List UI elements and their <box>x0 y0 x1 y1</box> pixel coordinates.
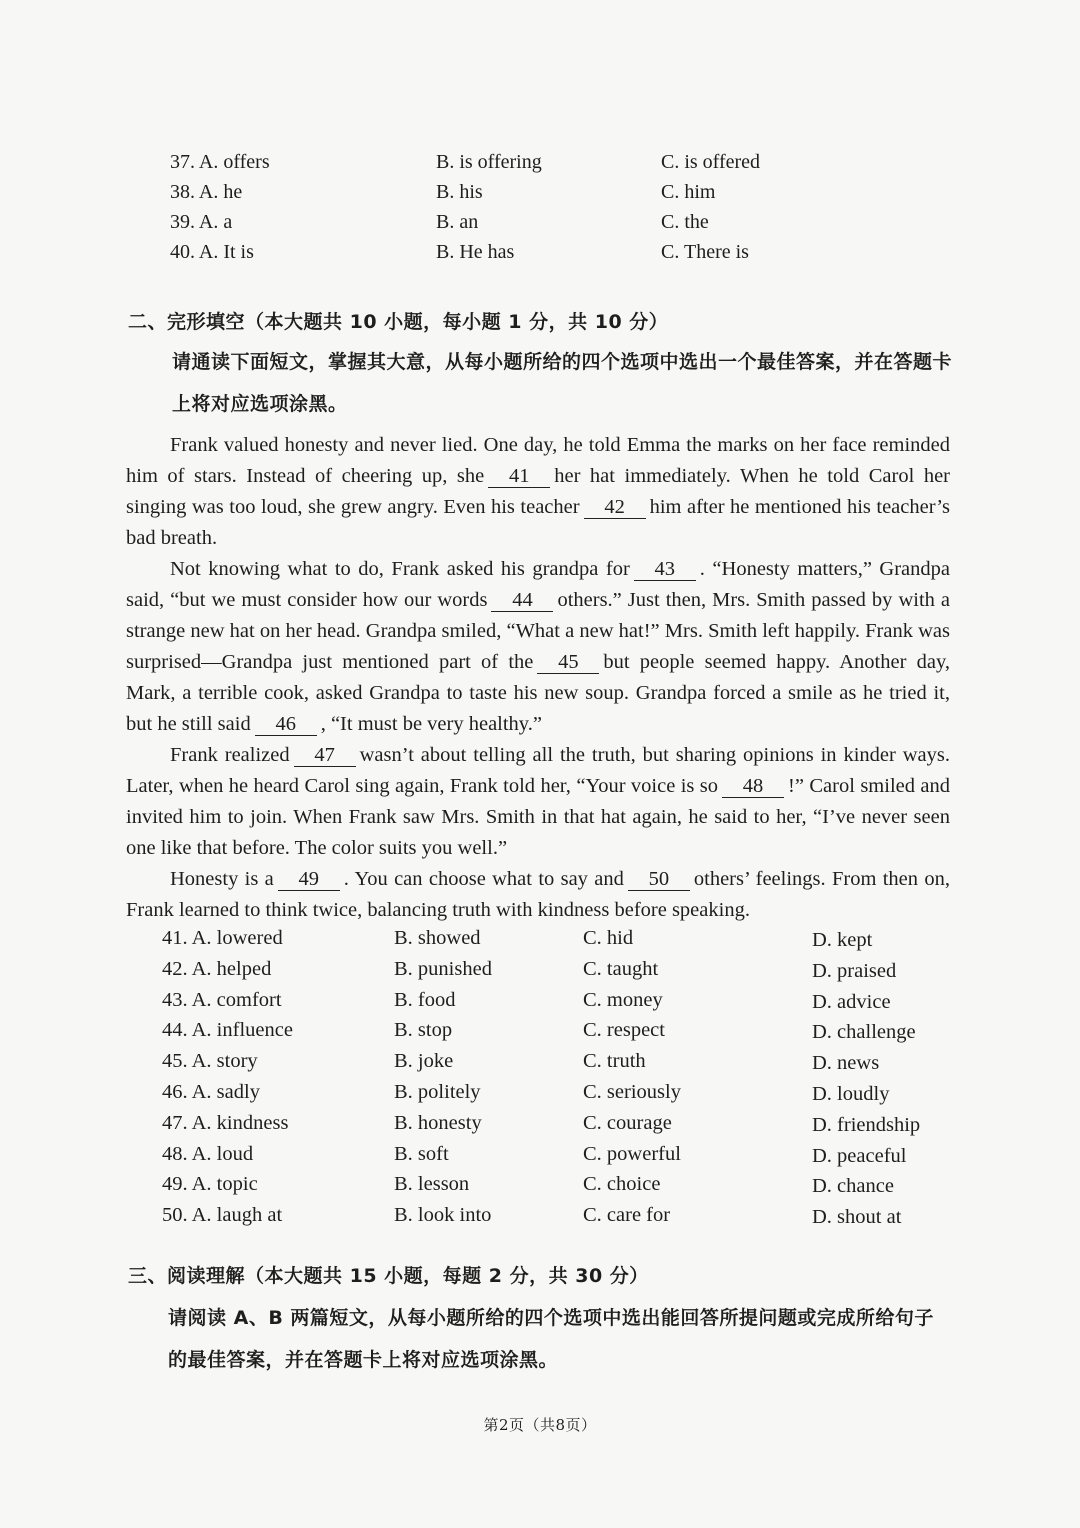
option-b: B. his <box>436 181 483 203</box>
section-2-heading: 二、完形填空（本大题共 10 小题，每小题 1 分，共 10 分） <box>128 311 669 333</box>
section-3-instruction: 请阅读 A、B 两篇短文，从每小题所给的四个选项中选出能回答所提问题或完成所给句子的最佳答案，并在答题卡上将对应选项涂黑。 <box>168 1307 934 1371</box>
blank-49: 49 <box>278 868 340 891</box>
option-d: D. friendship <box>812 1113 921 1136</box>
blank-42: 42 <box>584 496 646 519</box>
option-c: C. choice <box>583 1173 661 1196</box>
option-a: 49. A. topic <box>162 1173 258 1196</box>
option-b: B. stop <box>394 1019 453 1042</box>
blank-43: 43 <box>634 558 696 581</box>
passage-text: Honesty is a <box>170 868 274 890</box>
blank-46: 46 <box>255 713 317 736</box>
option-a: 39. A. a <box>170 211 233 233</box>
option-c: C. truth <box>583 1050 646 1073</box>
passage-text: . “Honesty matters,” Grandpa said, “but we must consider how our words <box>126 558 950 611</box>
blank-41: 41 <box>488 465 550 488</box>
option-a: 37. A. offers <box>170 151 270 173</box>
passage-text: her hat immediately. When he told Carol her singing was too loud, she grew angry. Even his teacher <box>126 465 950 518</box>
option-c: C. him <box>661 181 716 203</box>
passage-text: others’ feelings. From then on, Frank learned to think twice, balancing truth with kindness before speaking. <box>126 868 950 921</box>
blank-45: 45 <box>537 651 599 674</box>
blank-47: 47 <box>294 744 356 767</box>
option-d: D. kept <box>812 929 873 951</box>
passage-text: !” Carol smiled and invited him to join. When Frank saw Mrs. Smith in that hat again, he said to her, “I’ve never seen one like that before. The color suits you well.” <box>126 775 951 859</box>
passage-text: wasn’t about telling all the truth, but sharing opinions in kinder ways. Later, when he heard Carol sing again, Frank told her, “Your voice is so <box>126 744 950 797</box>
option-d: D. news <box>812 1052 880 1075</box>
option-d: D. advice <box>812 990 891 1013</box>
paragraph-3 <box>126 740 950 864</box>
option-b: B. punished <box>394 957 492 980</box>
option-a: 41. A. lowered <box>162 927 283 949</box>
option-b: B. showed <box>394 927 481 949</box>
section-3-heading: 三、阅读理解（本大题共 15 小题，每题 2 分，共 30 分） <box>128 1265 649 1287</box>
option-a: 38. A. he <box>170 181 243 203</box>
option-a: 50. A. laugh at <box>162 1204 283 1227</box>
option-a: 46. A. sadly <box>162 1080 260 1103</box>
option-c: C. respect <box>583 1019 665 1042</box>
option-c: C. powerful <box>583 1142 681 1165</box>
option-c: C. There is <box>661 241 749 263</box>
option-a: 44. A. influence <box>162 1019 293 1042</box>
passage-text: . You can choose what to say and <box>343 868 624 890</box>
paragraph-1 <box>126 430 950 554</box>
option-b: B. joke <box>394 1050 454 1073</box>
option-b: B. He has <box>436 241 515 263</box>
option-d: D. chance <box>812 1175 894 1198</box>
option-d: D. praised <box>812 959 897 982</box>
option-d: D. peaceful <box>812 1144 907 1167</box>
passage-text: him after he mentioned his teacher’s bad breath. <box>126 496 950 549</box>
passage-text: but people seemed happy. Another day, Mark, a terrible cook, asked Grandpa to taste his new soup. Grandpa forced a smile as he tried it, but he still said <box>126 651 950 735</box>
option-c: C. hid <box>583 927 634 949</box>
option-b: B. politely <box>394 1080 481 1103</box>
option-b: B. soft <box>394 1142 449 1165</box>
option-a: 40. A. It is <box>170 241 254 263</box>
option-b: B. is offering <box>436 151 542 173</box>
option-d: D. shout at <box>812 1206 902 1229</box>
option-c: C. the <box>661 211 709 233</box>
option-a: 45. A. story <box>162 1050 258 1073</box>
section-2-instruction: 请通读下面短文，掌握其大意，从每小题所给的四个选项中选出一个最佳答案，并在答题卡上将对应选项涂黑。 <box>172 351 953 415</box>
blank-44: 44 <box>491 589 553 612</box>
option-b: B. look into <box>394 1204 492 1227</box>
option-d: D. challenge <box>812 1021 916 1044</box>
paragraph-2 <box>126 554 950 740</box>
page-number: 第2页（共8页） <box>483 1416 597 1434</box>
blank-50: 50 <box>628 868 690 891</box>
option-c: C. money <box>583 988 663 1011</box>
passage-text: Not knowing what to do, Frank asked his grandpa for <box>170 558 630 580</box>
passage-text: Frank valued honesty and never lied. One day, he told Emma the marks on her face reminded him of stars. Instead of cheering up, she <box>126 434 950 487</box>
option-a: 47. A. kindness <box>162 1111 289 1134</box>
blank-48: 48 <box>722 775 784 798</box>
option-b: B. food <box>394 988 456 1011</box>
option-a: 48. A. loud <box>162 1142 254 1165</box>
paragraph-4 <box>126 864 950 926</box>
option-d: D. loudly <box>812 1082 890 1105</box>
passage-text: Frank realized <box>170 744 290 766</box>
option-a: 42. A. helped <box>162 957 272 980</box>
cloze-passage <box>126 430 950 926</box>
option-a: 43. A. comfort <box>162 988 282 1011</box>
option-b: B. an <box>436 211 479 233</box>
passage-text: others.” Just then, Mrs. Smith passed by with a strange new hat on her head. Grandpa smiled, “What a new hat!” Mrs. Smith left happily. Frank was surprised—Grandpa just mentioned part of the <box>126 589 950 673</box>
option-c: C. taught <box>583 957 659 980</box>
option-c: C. courage <box>583 1111 672 1134</box>
option-c: C. seriously <box>583 1080 681 1103</box>
option-b: B. honesty <box>394 1111 482 1134</box>
option-b: B. lesson <box>394 1173 470 1196</box>
option-c: C. is offered <box>661 151 761 173</box>
passage-text: , “It must be very healthy.” <box>320 713 542 735</box>
option-c: C. care for <box>583 1204 671 1227</box>
